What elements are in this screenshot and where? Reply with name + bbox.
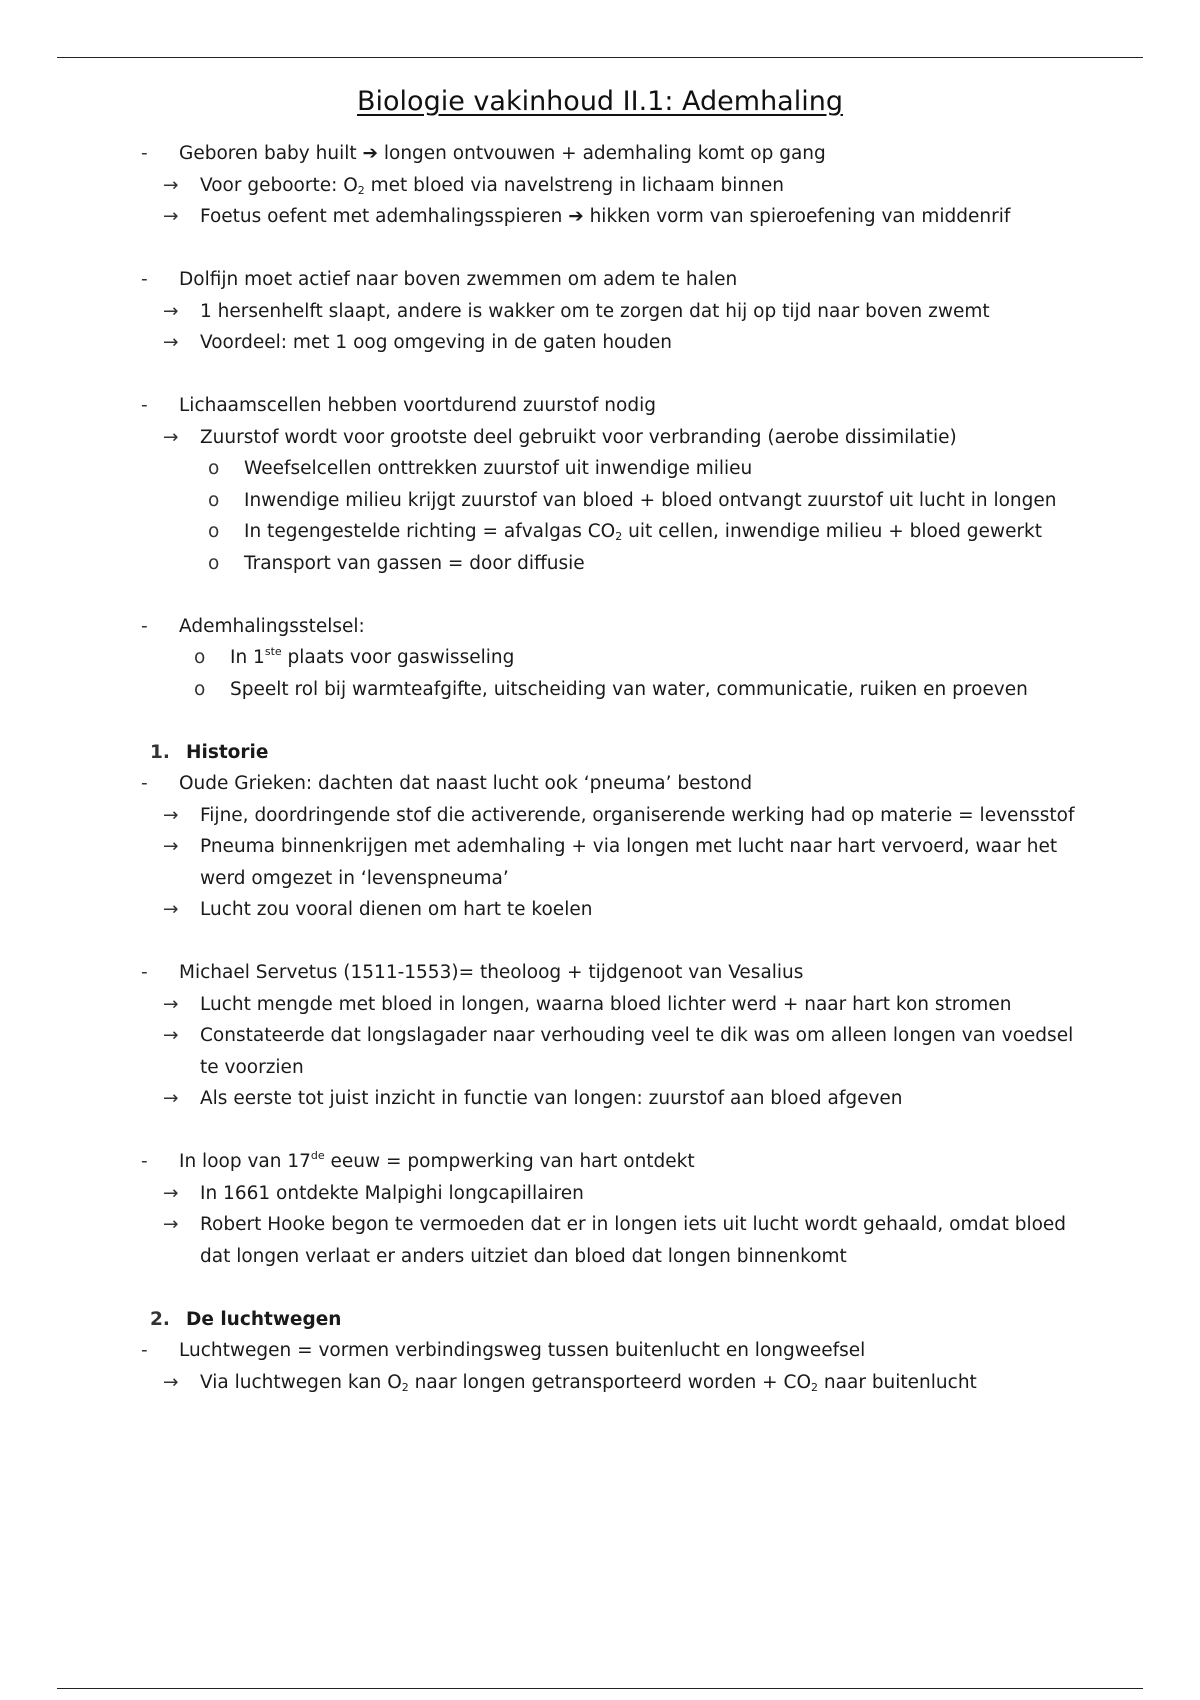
list-item (0, 1052, 1200, 1084)
arrow-bullet-icon: → (163, 174, 179, 196)
section-number: 2. (150, 1308, 170, 1330)
arrow-bullet-icon: → (163, 899, 179, 920)
arrow-bullet-icon: → (163, 1025, 179, 1046)
list-item (0, 674, 1200, 706)
list-item (0, 1020, 1200, 1052)
list-item (0, 1083, 1200, 1115)
line-text: Ademhalingsstelsel: (179, 615, 365, 637)
arrow-bullet-icon: → (163, 993, 179, 1015)
list-item (0, 1146, 1200, 1178)
line-text: Zuurstof wordt voor grootste deel gebruikt voor verbranding (aerobe dissimilatie) (200, 426, 957, 448)
list-item (0, 327, 1200, 359)
list-item (0, 863, 1200, 895)
bullet-icon: o (208, 521, 220, 542)
line-text: Robert Hooke begon te vermoeden dat er in longen iets uit lucht wordt gehaald, omdat bloed (200, 1214, 1067, 1235)
top-rule (57, 57, 1143, 58)
arrow-bullet-icon: → (163, 426, 179, 448)
bullet-icon: o (208, 489, 220, 511)
line-text: Weefselcellen onttrekken zuurstof uit inwendige milieu (244, 458, 753, 479)
section-heading (0, 737, 1200, 769)
list-item (0, 170, 1200, 202)
arrow-bullet-icon: → (163, 206, 179, 227)
blank-line (0, 233, 1200, 265)
line-text: Geboren baby huilt ➔ longen ontvouwen + ademhaling komt op gang (179, 143, 826, 164)
line-text: Transport van gassen = door diffusie (244, 552, 585, 574)
line-text: Speelt rol bij warmteafgifte, uitscheiding van water, communicatie, ruiken en proeven (230, 678, 1028, 700)
bullet-icon: - (141, 269, 148, 290)
line-text: Lichaamscellen hebben voortdurend zuurstof nodig (179, 395, 656, 416)
list-item (0, 422, 1200, 454)
bullet-icon: - (141, 962, 148, 983)
line-text: Pneuma binnenkrijgen met ademhaling + via longen met lucht naar hart vervoerd, waar het (200, 836, 1058, 857)
list-item (0, 1209, 1200, 1241)
line-text: dat longen verlaat er anders uitziet dan bloed dat longen binnenkomt (200, 1245, 847, 1267)
line-text: Als eerste tot juist inzicht in functie van longen: zuurstof aan bloed afgeven (200, 1088, 903, 1109)
section-heading (0, 1304, 1200, 1336)
line-text: te voorzien (200, 1056, 304, 1078)
bullet-icon: - (141, 395, 148, 416)
bullet-icon: - (141, 1151, 148, 1172)
line-text: In loop van 17de eeuw = pompwerking van hart ontdekt (179, 1149, 695, 1172)
line-text: De luchtwegen (186, 1308, 342, 1330)
blank-line (0, 926, 1200, 958)
list-item (0, 1241, 1200, 1273)
list-item (0, 831, 1200, 863)
blank-line (0, 1115, 1200, 1147)
list-item (0, 957, 1200, 989)
blank-line (0, 359, 1200, 391)
line-text: Foetus oefent met ademhalingsspieren ➔ hikken vorm van spieroefening van middenrif (200, 206, 1011, 227)
bullet-icon: - (141, 143, 148, 164)
arrow-bullet-icon: → (163, 332, 179, 353)
arrow-bullet-icon: → (163, 1214, 179, 1235)
list-item (0, 1367, 1200, 1399)
arrow-bullet-icon: → (163, 300, 179, 322)
list-item (0, 453, 1200, 485)
arrow-bullet-icon: → (163, 1088, 179, 1109)
line-text: In 1ste plaats voor gaswisseling (230, 645, 515, 668)
blank-line (0, 579, 1200, 611)
line-text: Lucht mengde met bloed in longen, waarna bloed lichter werd + naar hart kon stromen (200, 993, 1012, 1015)
list-item (0, 1335, 1200, 1367)
line-text: werd omgezet in ‘levenspneuma’ (200, 867, 509, 889)
line-text: In tegengestelde richting = afvalgas $CO_2$ uit cellen, inwendige milieu + bloed gewerkt (244, 521, 1043, 543)
line-text: Via luchtwegen kan $O_2$ naar longen getransporteerd worden + $CO_2$ naar buitenlucht (200, 1371, 977, 1394)
arrow-bullet-icon: → (163, 804, 179, 826)
bullet-icon: o (194, 647, 206, 668)
list-item (0, 894, 1200, 926)
line-text: Lucht zou vooral dienen om hart te koelen (200, 899, 593, 920)
bullet-icon: - (141, 773, 148, 794)
blank-line (0, 1272, 1200, 1304)
list-item (0, 138, 1200, 170)
line-text: Historie (186, 741, 269, 763)
blank-line (0, 705, 1200, 737)
list-item (0, 548, 1200, 580)
line-text: 1 hersenhelft slaapt, andere is wakker om te zorgen dat hij op tijd naar boven zwemt (200, 300, 990, 322)
list-item (0, 611, 1200, 643)
list-item (0, 390, 1200, 422)
list-item (0, 296, 1200, 328)
bullet-icon: o (208, 458, 220, 479)
bullet-icon: - (141, 615, 148, 637)
line-text: Voor geboorte: $O_2$ met bloed via navelstreng in lichaam binnen (200, 174, 784, 197)
bottom-rule (57, 1688, 1143, 1689)
list-item (0, 264, 1200, 296)
section-number: 1. (150, 741, 170, 763)
line-text: In 1661 ontdekte Malpighi longcapillairen (200, 1182, 584, 1204)
line-text: Inwendige milieu krijgt zuurstof van bloed + bloed ontvangt zuurstof uit lucht in longen (244, 489, 1057, 511)
bullet-icon: - (141, 1340, 148, 1361)
list-item (0, 485, 1200, 517)
page-title: Biologie vakinhoud II.1: Ademhaling (357, 86, 843, 117)
list-item (0, 201, 1200, 233)
line-text: Constateerde dat longslagader naar verhouding veel te dik was om alleen longen van voedsel (200, 1025, 1074, 1046)
arrow-bullet-icon: → (163, 836, 179, 857)
arrow-bullet-icon: → (163, 1371, 179, 1393)
bullet-icon: o (208, 552, 220, 574)
list-item (0, 1178, 1200, 1210)
line-text: Fijne, doordringende stof die activerende, organiserende werking had op materie = levensstof (200, 804, 1075, 826)
bullet-icon: o (194, 678, 206, 700)
line-text: Dolfijn moet actief naar boven zwemmen om adem te halen (179, 269, 738, 290)
line-text: Michael Servetus (1511-1553)= theoloog + tijdgenoot van Vesalius (179, 962, 804, 983)
arrow-bullet-icon: → (163, 1182, 179, 1204)
list-item (0, 768, 1200, 800)
list-item (0, 516, 1200, 548)
list-item (0, 989, 1200, 1021)
document-body (0, 138, 1200, 1398)
line-text: Oude Grieken: dachten dat naast lucht ook ‘pneuma’ bestond (179, 773, 753, 794)
list-item (0, 800, 1200, 832)
line-text: Luchtwegen = vormen verbindingsweg tussen buitenlucht en longweefsel (179, 1340, 866, 1361)
line-text: Voordeel: met 1 oog omgeving in de gaten houden (200, 332, 672, 353)
list-item (0, 642, 1200, 674)
